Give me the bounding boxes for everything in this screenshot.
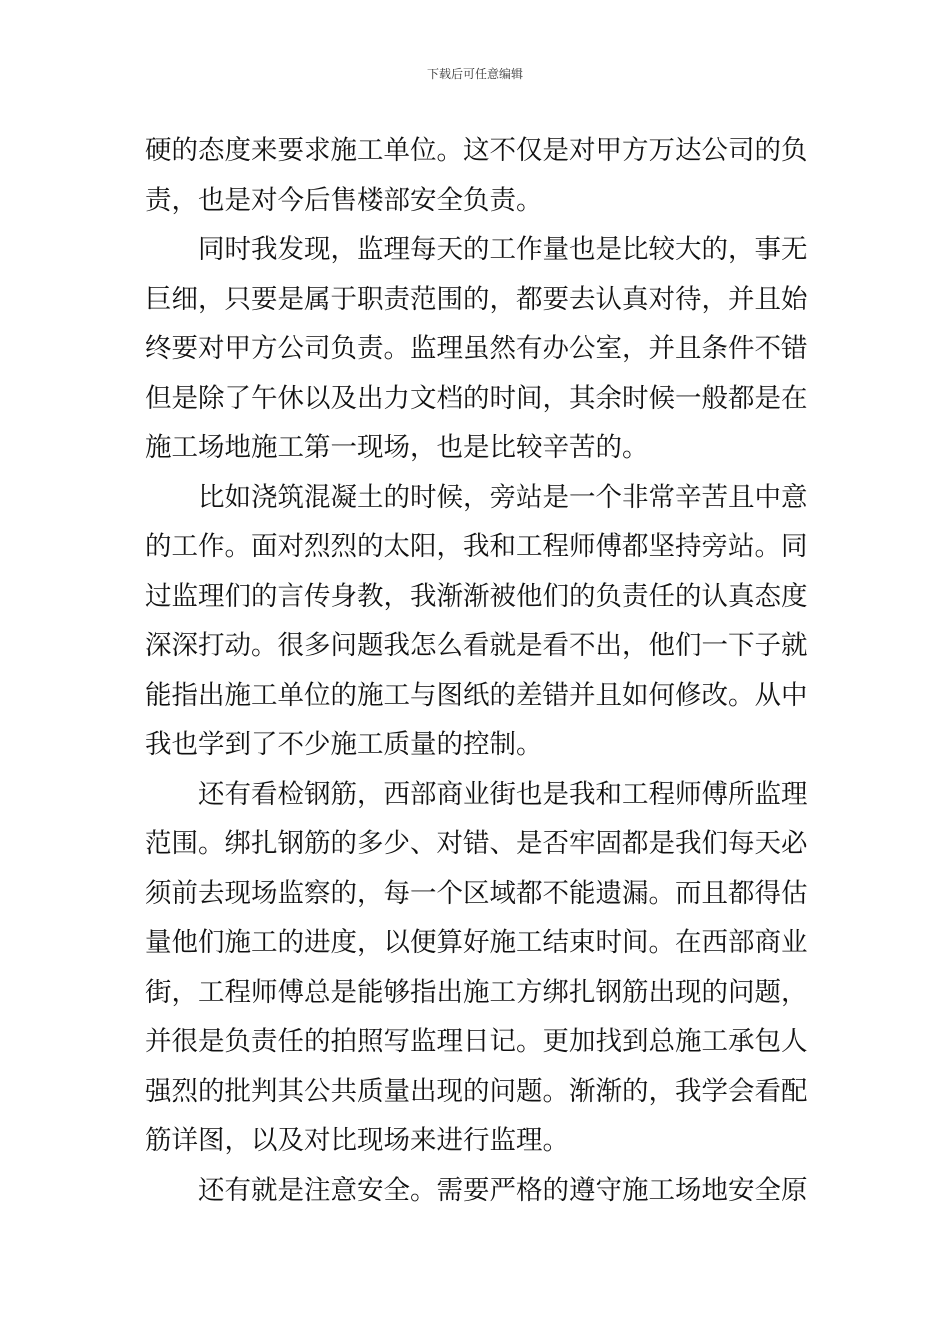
text-line: 量他们施工的进度，以便算好施工结束时间。在西部商业 bbox=[145, 927, 807, 958]
text-line: 但是除了午休以及出力文档的时间，其余时候一般都是在 bbox=[145, 382, 807, 414]
text-line: 并很是负责任的拍照写监理日记。更加找到总施工承包人 bbox=[145, 1026, 807, 1057]
text-line: 筋详图，以及对比现场来进行监理。 bbox=[145, 1125, 569, 1156]
text-line: 能指出施工单位的施工与图纸的差错并且如何修改。从中 bbox=[145, 679, 807, 711]
text-line: 终要对甲方公司负责。监理虽然有办公室，并且条件不错 bbox=[145, 333, 807, 364]
text-line: 的工作。面对烈烈的太阳，我和工程师傅都坚持旁站。同 bbox=[145, 531, 807, 562]
page-header: 下载后可任意编辑 bbox=[426, 67, 523, 81]
text-line: 范围。绑扎钢筋的多少、对错、是否牢固都是我们每天必 bbox=[145, 828, 807, 859]
text-line: 还有就是注意安全。需要严格的遵守施工场地安全原 bbox=[198, 1174, 807, 1206]
text-line: 强烈的批判其公共质量出现的问题。渐渐的，我学会看配 bbox=[145, 1075, 807, 1107]
text-line: 我也学到了不少施工质量的控制。 bbox=[145, 729, 543, 760]
text-line: 过监理们的言传身教，我渐渐被他们的负责任的认真态度 bbox=[145, 580, 807, 612]
text-line: 深深打动。很多问题我怎么看就是看不出，他们一下子就 bbox=[145, 630, 807, 661]
text-line: 同时我发现，监理每天的工作量也是比较大的，事无 bbox=[198, 234, 807, 265]
text-line: 巨细，只要是属于职责范围的，都要去认真对待，并且始 bbox=[145, 283, 807, 315]
text-line: 责，也是对今后售楼部安全负责。 bbox=[145, 184, 543, 216]
body-text bbox=[145, 126, 807, 1215]
text-line: 还有看检钢筋，西部商业街也是我和工程师傅所监理 bbox=[198, 778, 807, 810]
text-line: 硬的态度来要求施工单位。这不仅是对甲方万达公司的负 bbox=[145, 135, 807, 166]
text-line: 施工场地施工第一现场，也是比较辛苦的。 bbox=[145, 432, 649, 463]
text-line: 比如浇筑混凝土的时候，旁站是一个非常辛苦且中意 bbox=[198, 481, 807, 513]
text-line: 街，工程师傅总是能够指出施工方绑扎钢筋出现的问题， bbox=[145, 976, 807, 1008]
text-line: 须前去现场监察的，每一个区域都不能遗漏。而且都得估 bbox=[145, 877, 807, 909]
